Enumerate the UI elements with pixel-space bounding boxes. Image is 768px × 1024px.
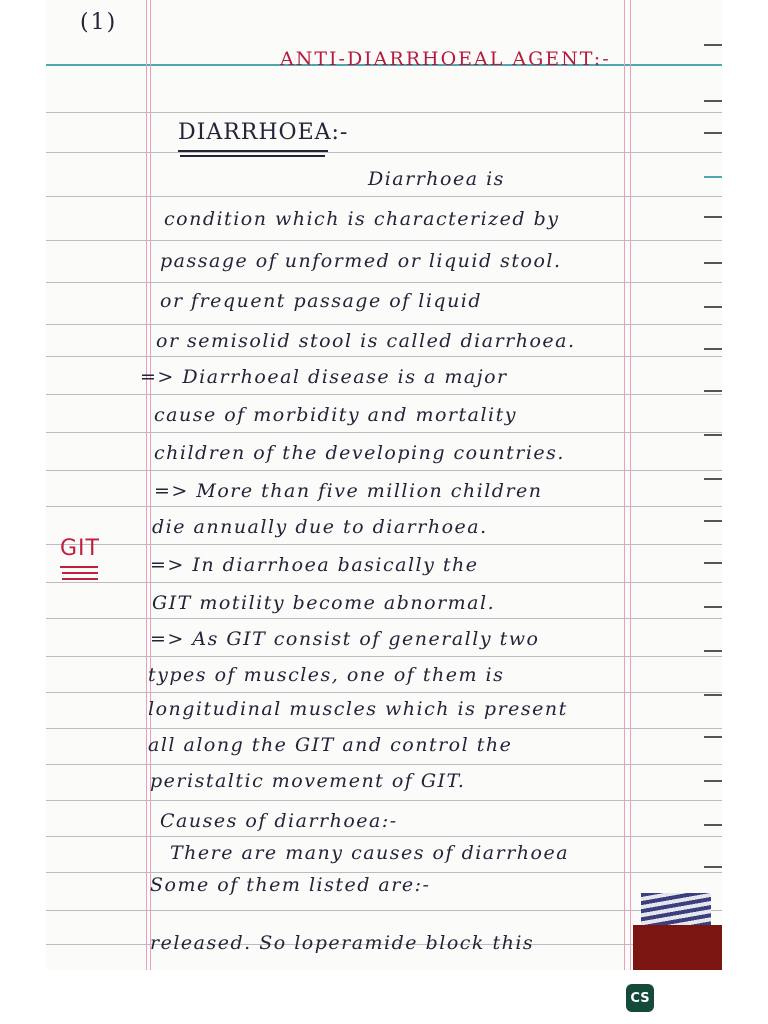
camscanner-logo: CS xyxy=(626,984,654,1012)
ruled-line xyxy=(46,240,722,241)
ruled-line xyxy=(46,282,722,283)
background-fabric xyxy=(641,893,711,929)
ruled-line xyxy=(46,800,722,801)
right-margin-line xyxy=(630,0,631,970)
ruled-line xyxy=(46,764,722,765)
text-line: die annually due to diarrhoea. xyxy=(152,516,488,538)
ruled-line xyxy=(46,470,722,471)
ruled-line xyxy=(46,356,722,357)
text-line: => In diarrhoea basically the xyxy=(150,554,479,576)
text-line: peristaltic movement of GIT. xyxy=(150,770,466,792)
margin-line xyxy=(146,0,147,970)
text-line: => More than five million children xyxy=(154,480,543,502)
ruled-line xyxy=(46,196,722,197)
ruled-line xyxy=(46,728,722,729)
ruled-line xyxy=(46,432,722,433)
text-line: Some of them listed are:- xyxy=(150,874,431,896)
margin-note-underline xyxy=(62,572,98,574)
text-line: => As GIT consist of generally two xyxy=(150,628,540,650)
text-line: passage of unformed or liquid stool. xyxy=(160,250,562,272)
margin-note-underline xyxy=(60,566,98,568)
ruled-line xyxy=(46,324,722,325)
section-heading: DIARRHOEA:- xyxy=(178,120,349,145)
margin-line xyxy=(150,0,151,970)
ruled-line xyxy=(46,872,722,873)
text-line: Causes of diarrhoea:- xyxy=(160,810,398,832)
ruled-line xyxy=(46,112,722,113)
ruled-line xyxy=(46,910,722,911)
margin-note-underline xyxy=(62,578,98,580)
ruled-line xyxy=(46,394,722,395)
heading-underline xyxy=(180,155,325,157)
background-surface xyxy=(633,925,722,970)
ruled-line xyxy=(46,692,722,693)
ruled-line xyxy=(46,152,722,153)
ruled-line xyxy=(46,582,722,583)
text-line: children of the developing countries. xyxy=(154,442,565,464)
text-line: types of muscles, one of them is xyxy=(148,664,505,686)
ruled-line xyxy=(46,836,722,837)
text-line: all along the GIT and control the xyxy=(148,734,513,756)
text-line: or frequent passage of liquid xyxy=(160,290,483,312)
text-line: released. So loperamide block this xyxy=(150,932,535,954)
text-line: cause of morbidity and mortality xyxy=(154,404,517,426)
text-line: longitudinal muscles which is present xyxy=(148,698,568,720)
text-line: => Diarrhoeal disease is a major xyxy=(140,366,508,388)
margin-note: GIT xyxy=(60,536,100,561)
ruled-line xyxy=(46,618,722,619)
ruled-line xyxy=(46,656,722,657)
page-title: ANTI-DIARRHOEAL AGENT:- xyxy=(280,48,611,70)
ruled-line xyxy=(46,506,722,507)
ruled-line xyxy=(46,544,722,545)
right-margin-line xyxy=(624,0,625,970)
page-edge-ticks xyxy=(700,0,722,970)
heading-underline xyxy=(178,150,328,152)
text-line: or semisolid stool is called diarrhoea. xyxy=(156,330,576,352)
text-line: condition which is characterized by xyxy=(164,208,560,230)
text-line: GIT motility become abnormal. xyxy=(152,592,496,614)
text-line: There are many causes of diarrhoea xyxy=(170,842,570,864)
text-line: Diarrhoea is xyxy=(368,168,505,190)
page-number: (1) xyxy=(80,10,118,35)
